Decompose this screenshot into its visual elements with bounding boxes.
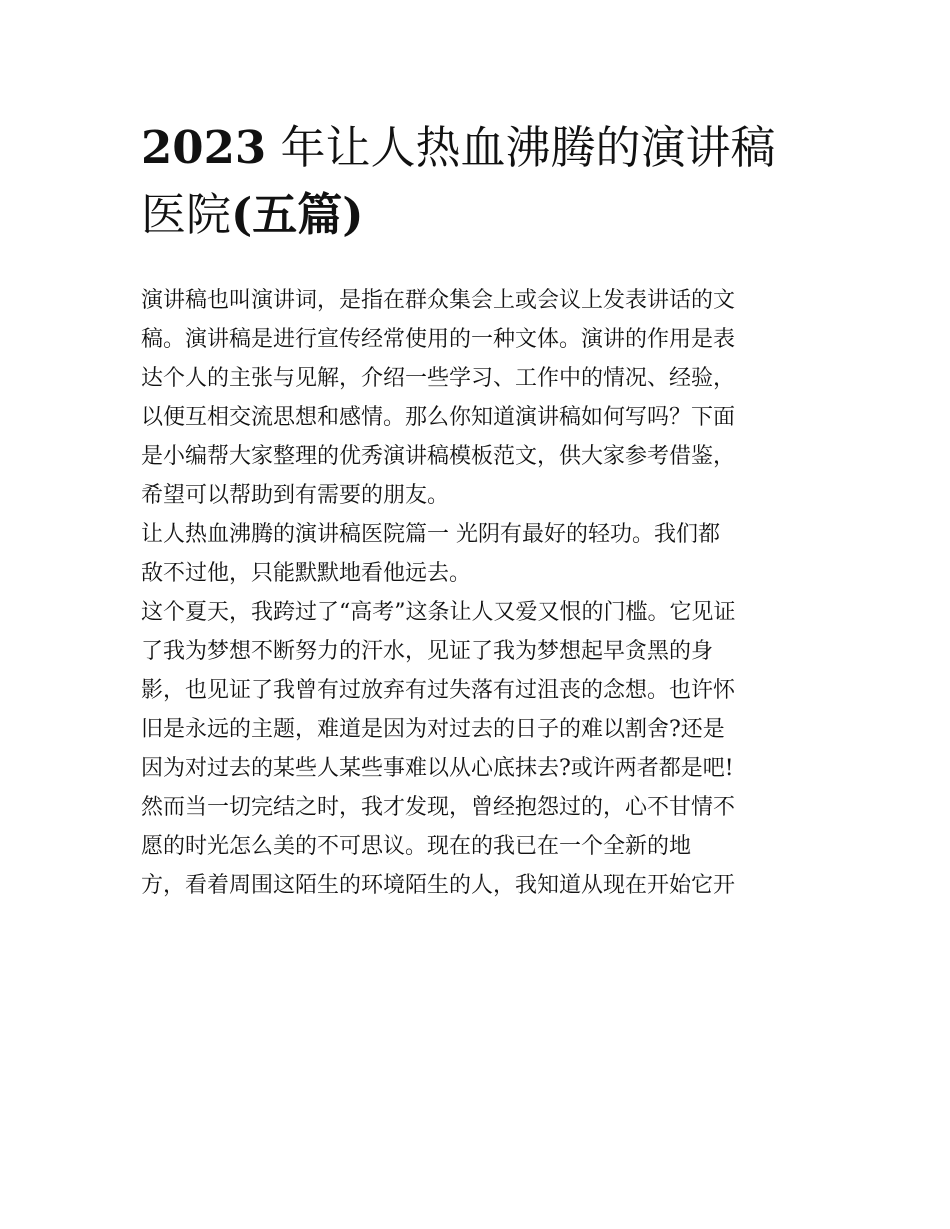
text-line: 稿。演讲稿是进行宣传经常使用的一种文体。演讲的作用是表 (141, 327, 736, 352)
text-line: 这个夏天，我跨过了“高考”这条让人又爱又恨的门槛。它见证 (141, 600, 736, 625)
title-line2-paren: (五篇) (231, 188, 364, 241)
text-line: 了我为梦想不断努力的汗水，见证了我为梦想起早贪黑的身 (141, 639, 714, 664)
text-line: 愿的时光怎么美的不可思议。现在的我已在一个全新的地 (141, 834, 692, 859)
paragraph-section-one (141, 515, 816, 593)
text-line: 让人热血沸腾的演讲稿医院篇一 光阴有最好的轻功。我们都 (141, 522, 720, 547)
text-line: 影，也见证了我曾有过放弃有过失落有过沮丧的念想。也许怀 (141, 678, 736, 703)
text-line: 以便互相交流思想和感情。那么你知道演讲稿如何写吗？下面 (141, 405, 736, 430)
document-body (141, 281, 816, 905)
text-line: 演讲稿也叫演讲词，是指在群众集会上或会议上发表讲话的文 (141, 288, 736, 313)
text-line: 旧是永远的主题，难道是因为对过去的日子的难以割舍?还是 (141, 717, 725, 742)
text-line: 敌不过他，只能默默地看他远去。 (141, 561, 472, 586)
text-line: 然而当一切完结之时，我才发现，曾经抱怨过的，心不甘情不 (141, 795, 736, 820)
text-line: 是小编帮大家整理的优秀演讲稿模板范文，供大家参考借鉴， (141, 444, 736, 469)
title-year: 2023 (141, 121, 267, 174)
text-line: 方，看着周围这陌生的环境陌生的人，我知道从现在开始它开 (141, 873, 736, 898)
text-line: 希望可以帮助到有需要的朋友。 (141, 483, 450, 508)
paragraph-intro (141, 281, 816, 515)
paragraph-summer (141, 593, 816, 905)
page-title (141, 114, 821, 248)
title-line1-text: 年让人热血沸腾的演讲稿 (266, 121, 776, 174)
text-line: 因为对过去的某些人某些事难以从心底抹去?或许两者都是吧! (141, 756, 734, 781)
title-line2-text: 医院 (141, 188, 232, 241)
text-line: 达个人的主张与见解，介绍一些学习、工作中的情况、经验， (141, 366, 736, 391)
